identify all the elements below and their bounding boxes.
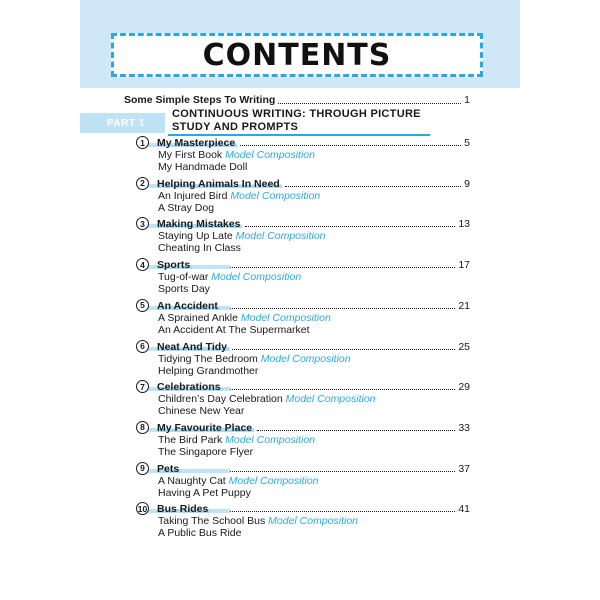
other-composition-title: A Stray Dog (158, 201, 215, 214)
model-composition-line (136, 230, 470, 242)
model-composition-title: A Naughty Cat (158, 474, 226, 487)
dot-leader (257, 430, 455, 431)
toc-entry[interactable] (136, 217, 470, 254)
model-composition-line (136, 475, 470, 487)
part-tag (80, 113, 165, 133)
model-composition-title: Taking The School Bus (158, 515, 266, 528)
toc-entry-heading[interactable] (136, 258, 470, 271)
chapter-title: Celebrations (157, 381, 221, 394)
model-composition-title: My First Book (158, 149, 223, 161)
chapter-number-badge: 1 (136, 136, 149, 149)
chapter-number-badge: 4 (136, 258, 149, 271)
chapter-title: Bus Rides (157, 503, 209, 516)
chapter-number-badge: 8 (136, 421, 149, 434)
chapter-title: Sports (157, 259, 191, 272)
model-composition-title: A Sprained Ankle (158, 311, 238, 324)
chapter-number-badge: 5 (136, 299, 149, 312)
toc-entry-heading[interactable] (136, 502, 470, 515)
intro-label: Some Simple Steps To Writing (124, 94, 276, 106)
chapter-number-badge: 2 (136, 177, 149, 190)
model-composition-line (136, 393, 470, 405)
dot-leader (245, 226, 455, 227)
model-composition-label: Model Composition (268, 515, 359, 528)
dot-leader (226, 389, 456, 390)
other-composition-title: My Handmade Doll (158, 161, 248, 173)
model-composition-line (136, 271, 470, 283)
intro-page-number: 1 (464, 94, 470, 106)
chapter-title: My Favourite Place (157, 421, 253, 434)
toc-entry[interactable] (136, 502, 470, 539)
model-composition-title: Children’s Day Celebration (158, 393, 283, 406)
chapter-page-number: 21 (458, 299, 470, 312)
chapter-page-number: 5 (464, 137, 470, 149)
model-composition-line (136, 353, 470, 365)
dot-leader (195, 267, 455, 268)
model-composition-title: The Bird Park (158, 433, 223, 446)
toc-entry-heading[interactable] (136, 380, 470, 393)
chapter-page-number: 29 (458, 381, 470, 394)
chapter-page-number: 17 (458, 259, 470, 272)
other-composition-title: Sports Day (158, 283, 210, 296)
model-composition-label: Model Composition (228, 474, 319, 487)
dot-leader (240, 145, 461, 146)
chapter-title: An Accident (157, 299, 218, 312)
model-composition-label: Model Composition (225, 433, 316, 446)
chapter-number-badge: 3 (136, 217, 149, 230)
chapter-page-number: 41 (458, 503, 470, 516)
chapter-title: Pets (157, 462, 180, 475)
other-composition-title: Chinese New Year (158, 405, 245, 418)
model-composition-title: Tug-of-war (158, 271, 209, 284)
model-composition-line (136, 515, 470, 527)
chapter-title: Helping Animals In Need (157, 177, 280, 190)
model-composition-label: Model Composition (211, 271, 302, 284)
toc-intro-row[interactable] (124, 93, 470, 107)
other-composition-title: The Singapore Flyer (158, 445, 254, 458)
model-composition-title: Tidying The Bedroom (158, 352, 258, 365)
model-composition-title: Staying Up Late (158, 230, 233, 243)
toc-entry-heading[interactable] (136, 462, 470, 475)
model-composition-title: An Injured Bird (158, 189, 228, 202)
toc-entry[interactable] (136, 462, 470, 499)
toc-entry[interactable] (136, 421, 470, 458)
part-tag-label: PART 1 (107, 117, 145, 129)
toc-entry[interactable] (136, 136, 470, 173)
model-composition-label: Model Composition (285, 393, 376, 406)
toc-entry[interactable] (136, 258, 470, 295)
page-title: CONTENTS (202, 37, 392, 73)
model-composition-line (136, 312, 470, 324)
chapter-title: Neat And Tidy (157, 340, 228, 353)
chapter-number-badge: 6 (136, 340, 149, 353)
part-title-line2: STUDY AND PROMPTS (172, 121, 299, 133)
dot-leader (285, 186, 461, 187)
chapter-number-badge: 9 (136, 462, 149, 475)
toc-entry-heading[interactable] (136, 421, 470, 434)
toc-entry[interactable] (136, 177, 470, 214)
other-composition-title: Cheating In Class (158, 242, 241, 255)
part-title (172, 108, 452, 134)
other-composition-title: Having A Pet Puppy (158, 486, 251, 499)
chapter-title: My Masterpiece (157, 137, 236, 149)
toc-entry[interactable] (136, 340, 470, 377)
chapter-number-badge: 7 (136, 380, 149, 393)
model-composition-label: Model Composition (240, 311, 331, 324)
other-composition-title: An Accident At The Supermarket (158, 323, 310, 336)
model-composition-line (136, 190, 470, 202)
toc-entry-heading[interactable] (136, 217, 470, 230)
dot-leader (278, 103, 461, 104)
chapter-page-number: 25 (458, 340, 470, 353)
title-box (111, 33, 483, 77)
toc-entry-heading[interactable] (136, 136, 470, 149)
model-composition-label: Model Composition (225, 149, 315, 161)
model-composition-line (136, 434, 470, 446)
model-composition-label: Model Composition (260, 352, 351, 365)
dot-leader (213, 511, 455, 512)
model-composition-label: Model Composition (235, 230, 326, 243)
other-composition-title: A Public Bus Ride (158, 527, 242, 540)
dot-leader (223, 308, 455, 309)
chapter-title: Making Mistakes (157, 218, 241, 231)
chapter-page-number: 13 (458, 218, 470, 231)
chapter-number-badge: 10 (137, 503, 148, 514)
part-title-line1: CONTINUOUS WRITING: THROUGH PICTURE (172, 108, 421, 120)
toc-entry-heading[interactable] (136, 299, 470, 312)
model-composition-label: Model Composition (230, 189, 321, 202)
chapter-page-number: 33 (458, 421, 470, 434)
model-composition-line (136, 149, 470, 161)
heading-highlight (140, 469, 230, 473)
chapter-page-number: 9 (464, 177, 470, 190)
other-composition-title: Helping Grandmother (158, 364, 259, 377)
chapter-page-number: 37 (458, 462, 470, 475)
toc-entry[interactable] (136, 299, 470, 336)
toc-entry[interactable] (136, 380, 470, 417)
toc-entry-heading[interactable] (136, 177, 470, 190)
toc-entry-heading[interactable] (136, 340, 470, 353)
dot-leader (232, 349, 455, 350)
